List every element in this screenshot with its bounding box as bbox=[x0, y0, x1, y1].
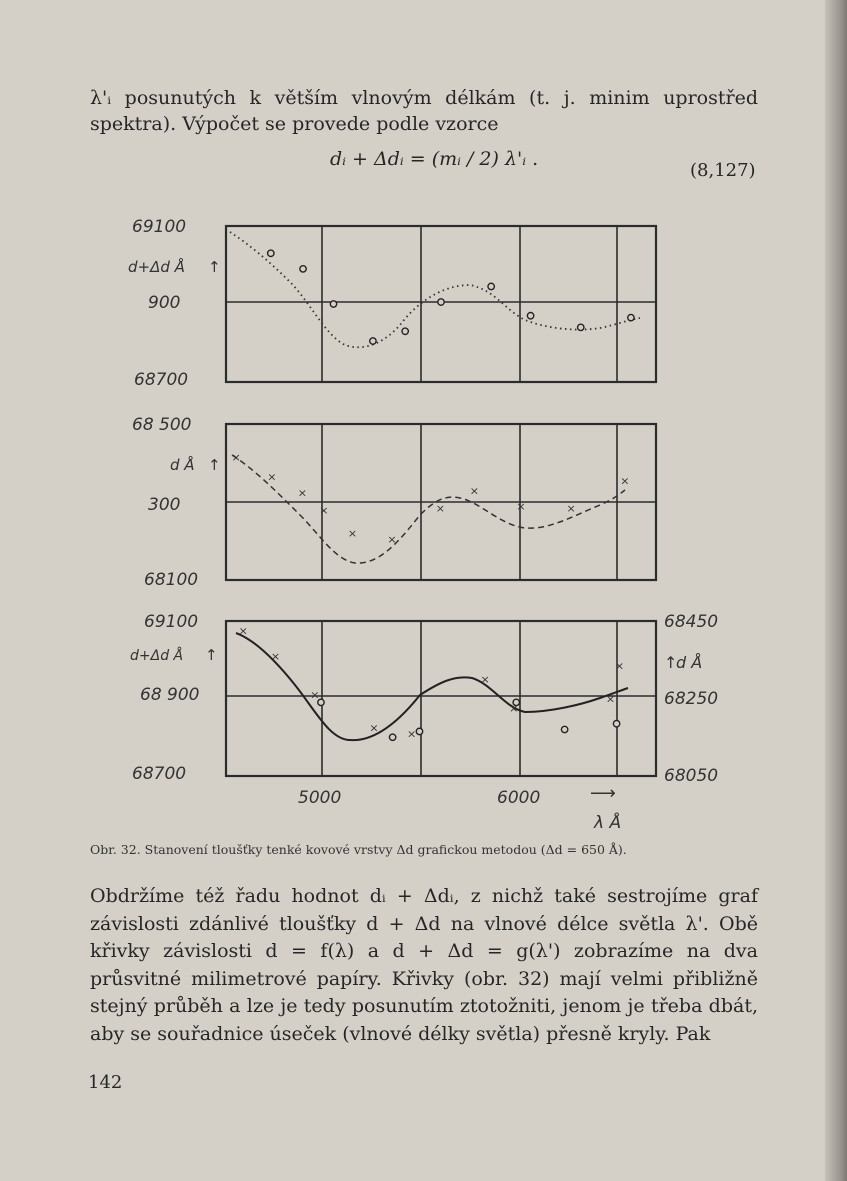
panel1-y-top: 69100 bbox=[132, 217, 187, 237]
panel1-y-bottom: 68700 bbox=[134, 370, 189, 390]
data-point-circle bbox=[613, 720, 619, 726]
body-paragraph: Obdržíme též řadu hodnot dᵢ + Δdᵢ, z nichž také sestrojíme graf závislosti zdánlivé tloušťky d + Δd na vlnové délce světla λ'. Obě křivky závislosti d = f(λ) a d + Δd = g(λ') zobrazíme na dva průsvitné milimetrové papíry. Křivky (obr. 32) mají velmi přibližně stejný průběh a lze je tedy posunutím ztotožniti, jenom je třeba dbát, aby se souřadnice úseček (vlnové délky světla) přesně kryly. Pak bbox=[90, 885, 758, 1045]
data-point-circle bbox=[389, 734, 395, 740]
x-tick-6000: 6000 bbox=[497, 788, 541, 808]
data-point-cross: × bbox=[310, 688, 320, 702]
data-point-circle bbox=[628, 314, 634, 320]
panel3-solid-curve bbox=[236, 633, 628, 740]
panel3-y-bottom: 68700 bbox=[132, 764, 187, 784]
page-number: 142 bbox=[88, 1072, 123, 1093]
data-point-cross: × bbox=[369, 721, 379, 735]
data-point-cross: × bbox=[319, 503, 329, 517]
panel2-y-label: d Å bbox=[170, 456, 195, 474]
data-point-cross: × bbox=[620, 474, 630, 488]
panel3-y-mid: 68 900 bbox=[140, 685, 200, 705]
data-point-cross: × bbox=[516, 499, 526, 513]
figure-caption: Obr. 32. Stanovení tloušťky tenké kovové vrstvy Δd grafickou metodou (Δd = 650 Å). bbox=[90, 842, 627, 857]
panel2-y-mid: 300 bbox=[148, 495, 181, 515]
data-point-circle bbox=[416, 728, 422, 734]
arrow-up-icon: ↑ bbox=[208, 456, 221, 474]
intro-paragraph: λ'ᵢ posunutých k větším vlnovým délkám (t. j. minim uprostřed spektra). Výpočet se provede podle vzorce bbox=[90, 87, 758, 135]
x-tick-5000: 5000 bbox=[298, 788, 342, 808]
panel2-y-top: 68 500 bbox=[132, 415, 192, 435]
data-point-circle bbox=[488, 283, 494, 289]
panel3-y2-top: 68450 bbox=[664, 612, 719, 632]
panel3-y-top: 69100 bbox=[144, 612, 199, 632]
panel3-markers bbox=[239, 625, 624, 741]
data-point-circle bbox=[438, 299, 444, 305]
panel3-y2-label: d Å bbox=[676, 653, 703, 672]
data-point-cross: × bbox=[297, 486, 307, 500]
data-point-circle bbox=[370, 338, 376, 344]
data-point-circle bbox=[268, 250, 274, 256]
panel3-y2-mid: 68250 bbox=[664, 689, 719, 709]
arrow-up-icon: ↑ bbox=[664, 653, 678, 672]
data-point-cross: × bbox=[347, 527, 358, 541]
panel3-y2-bottom: 68050 bbox=[664, 766, 719, 786]
data-point-cross: × bbox=[605, 692, 616, 706]
data-point-circle bbox=[300, 266, 306, 272]
equation-number: (8,127) bbox=[690, 160, 756, 181]
data-point-cross: × bbox=[238, 624, 248, 638]
panel1-y-mid: 900 bbox=[148, 293, 181, 313]
data-point-cross: × bbox=[480, 673, 490, 687]
data-point-cross: × bbox=[469, 484, 479, 498]
data-point-circle bbox=[402, 328, 408, 334]
panel2-y-bottom: 68100 bbox=[144, 570, 199, 590]
data-point-circle bbox=[578, 324, 584, 330]
panel3-y-label: d+Δd Å bbox=[130, 648, 184, 664]
data-point-cross: × bbox=[566, 501, 576, 515]
data-point-circle bbox=[527, 313, 533, 319]
panel2-markers bbox=[231, 451, 629, 546]
data-point-circle bbox=[330, 301, 336, 307]
arrow-right-icon: ⟶ bbox=[590, 783, 616, 804]
data-point-cross: × bbox=[270, 649, 281, 663]
x-axis-label: λ Å bbox=[594, 813, 622, 833]
data-point-circle bbox=[561, 726, 567, 732]
data-point-cross: × bbox=[509, 702, 519, 716]
data-point-cross: × bbox=[407, 727, 417, 741]
arrow-up-icon: ↑ bbox=[205, 646, 218, 664]
data-point-cross: × bbox=[231, 451, 241, 465]
data-point-cross: × bbox=[267, 470, 277, 484]
equation: dᵢ + Δdᵢ = (mᵢ / 2) λ'ᵢ . bbox=[330, 148, 539, 170]
arrow-up-icon: ↑ bbox=[208, 258, 221, 276]
panel1-y-label: d+Δd Å bbox=[128, 258, 185, 276]
data-point-cross: × bbox=[614, 659, 625, 673]
data-point-cross: × bbox=[435, 501, 445, 515]
panel3-frame bbox=[226, 621, 656, 776]
data-point-cross: × bbox=[387, 533, 397, 547]
